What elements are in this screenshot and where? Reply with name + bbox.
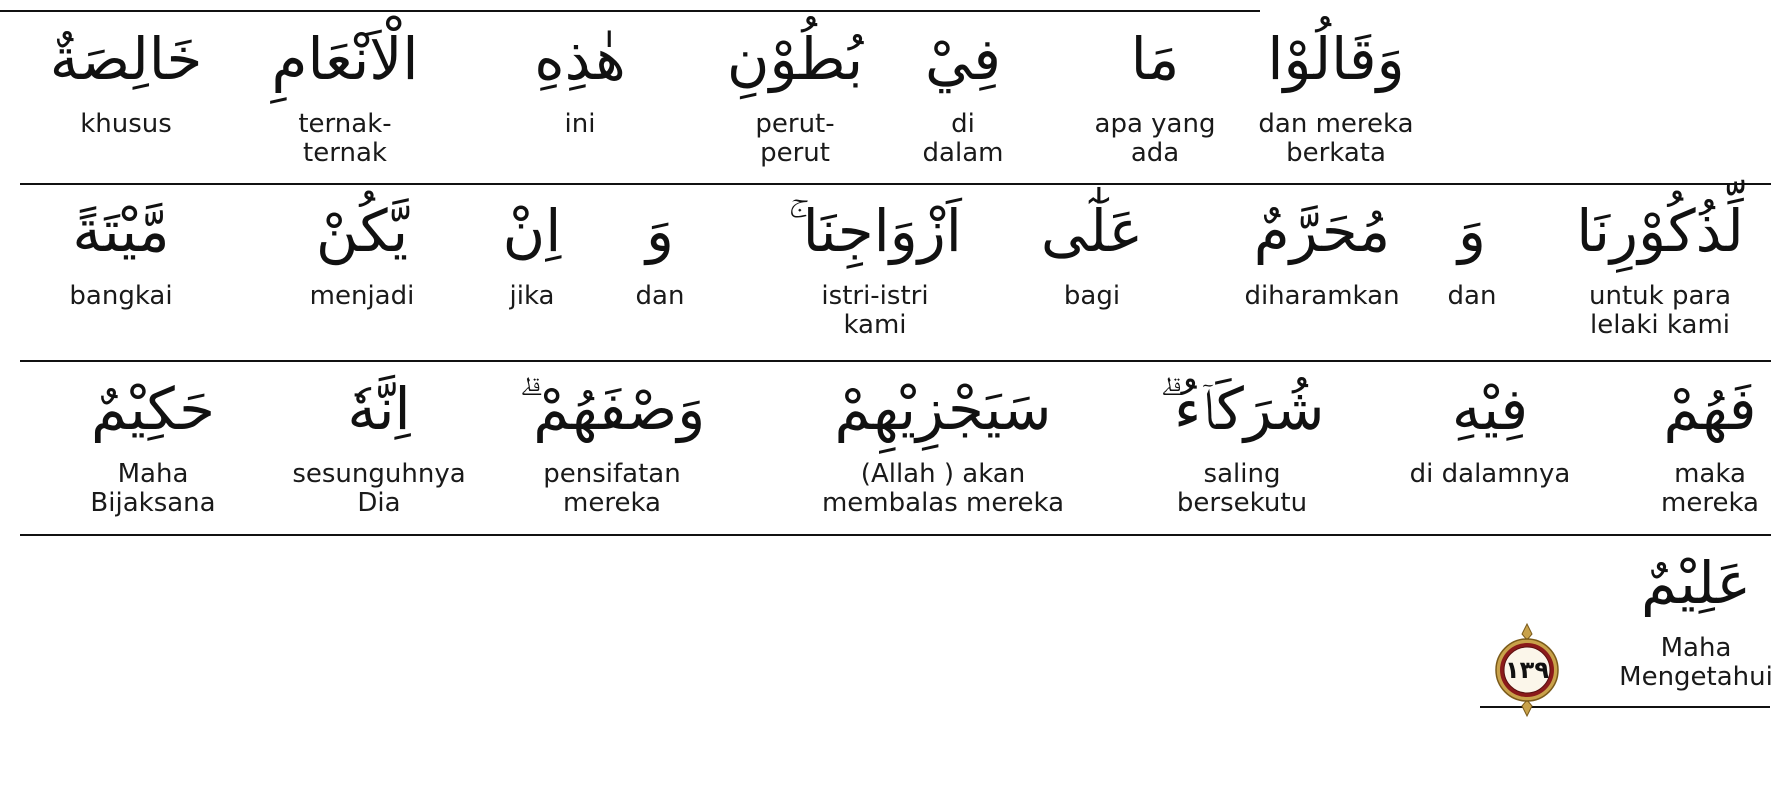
word-meaning: bangkai: [69, 281, 173, 311]
word-block: [1576, 186, 1744, 340]
word-block: [1095, 14, 1216, 168]
word-meaning: dan mereka berkata: [1258, 109, 1414, 168]
word-meaning: perut- perut: [755, 109, 835, 168]
word-meaning: dan: [1447, 281, 1497, 311]
word-block: [69, 186, 172, 311]
word-block: [519, 364, 705, 518]
word-meaning: Maha Mengetahui: [1619, 633, 1773, 692]
word-meaning: saling bersekutu: [1176, 459, 1308, 518]
word-meaning: istri-istri kami: [821, 281, 929, 340]
word-block: [727, 14, 863, 168]
row-separator-3: [20, 534, 1771, 536]
arabic-word: فِيْهِ: [1451, 375, 1529, 443]
word-meaning: ini: [564, 109, 596, 139]
arabic-word: فِيْ: [924, 25, 1002, 93]
arabic-word: يَّكُنْ: [315, 197, 409, 265]
word-meaning: dan: [635, 281, 685, 311]
word-meaning: di dalam: [922, 109, 1004, 168]
word-meaning: untuk para lelaki kami: [1588, 281, 1732, 340]
arabic-word: اِنْ: [502, 197, 562, 265]
word-block: [1448, 186, 1497, 311]
arabic-word: شُرَكَاۤءُ ۗ: [1159, 375, 1325, 443]
arabic-word: اَزْوَاجِنَا ۚ: [788, 197, 962, 265]
arabic-word: وَ: [1457, 197, 1487, 265]
word-meaning: khusus: [80, 109, 172, 139]
arabic-word: حَكِيْمٌ: [90, 375, 215, 443]
arabic-word: سَيَجْزِيْهِمْ: [834, 375, 1052, 443]
word-block: [50, 14, 203, 139]
arabic-word: بُطُوْنِ: [726, 25, 864, 93]
row-separator-1: [20, 183, 1771, 185]
arabic-word: خَالِصَةٌ: [49, 25, 203, 93]
arabic-word: مَّيْتَةً: [72, 197, 170, 265]
arabic-word: وَصْفَهُمْ ۗ: [518, 375, 706, 443]
word-block: [1244, 186, 1399, 311]
word-block: [503, 186, 562, 311]
word-meaning: pensifatan mereka: [543, 459, 681, 518]
arabic-word: فَهُمْ: [1663, 375, 1757, 443]
word-block: [534, 14, 625, 139]
word-block: [1258, 14, 1413, 168]
arabic-word: عَلِيْمٌ: [1641, 549, 1751, 617]
row-separator-2: [20, 360, 1771, 362]
arabic-word: الْاَنْعَامِ: [271, 25, 419, 93]
word-block: [1619, 538, 1773, 692]
ayah-number: ١٣٩: [1505, 656, 1549, 684]
row-separator-top: [0, 10, 1260, 12]
arabic-word: مُحَرَّمٌ: [1253, 197, 1391, 265]
ayah-end-marker: [1494, 622, 1560, 718]
word-block: [292, 364, 465, 518]
word-meaning: sesunguhnya Dia: [292, 459, 466, 518]
word-block: [272, 14, 419, 168]
word-block: [1041, 186, 1143, 311]
word-block: [788, 186, 962, 340]
word-meaning: diharamkan: [1244, 281, 1400, 311]
word-block: [310, 186, 415, 311]
word-meaning: jika: [509, 281, 555, 311]
word-meaning: (Allah ) akan membalas mereka: [821, 459, 1065, 518]
word-meaning: bagi: [1063, 281, 1121, 311]
word-block: [1160, 364, 1325, 518]
word-block: [636, 186, 685, 311]
arabic-word: اِنَّهٗ: [347, 375, 411, 443]
word-block: [923, 14, 1004, 168]
word-block: [1410, 364, 1571, 489]
word-meaning: di dalamnya: [1409, 459, 1571, 489]
word-block: [822, 364, 1064, 518]
arabic-word: وَ: [645, 197, 675, 265]
word-block: [1661, 364, 1759, 518]
arabic-word: مَا: [1130, 25, 1180, 93]
word-meaning: apa yang ada: [1094, 109, 1216, 168]
arabic-word: هٰذِهِ: [534, 25, 626, 93]
word-meaning: maka mereka: [1661, 459, 1759, 518]
arabic-word: لِّذُكُوْرِنَا: [1576, 197, 1744, 265]
arabic-word: عَلٰٓى: [1040, 197, 1144, 265]
word-block: [90, 364, 215, 518]
word-meaning: ternak- ternak: [298, 109, 392, 168]
word-meaning: Maha Bijaksana: [90, 459, 216, 518]
arabic-word: وَقَالُوْا: [1267, 25, 1405, 93]
word-meaning: menjadi: [309, 281, 415, 311]
